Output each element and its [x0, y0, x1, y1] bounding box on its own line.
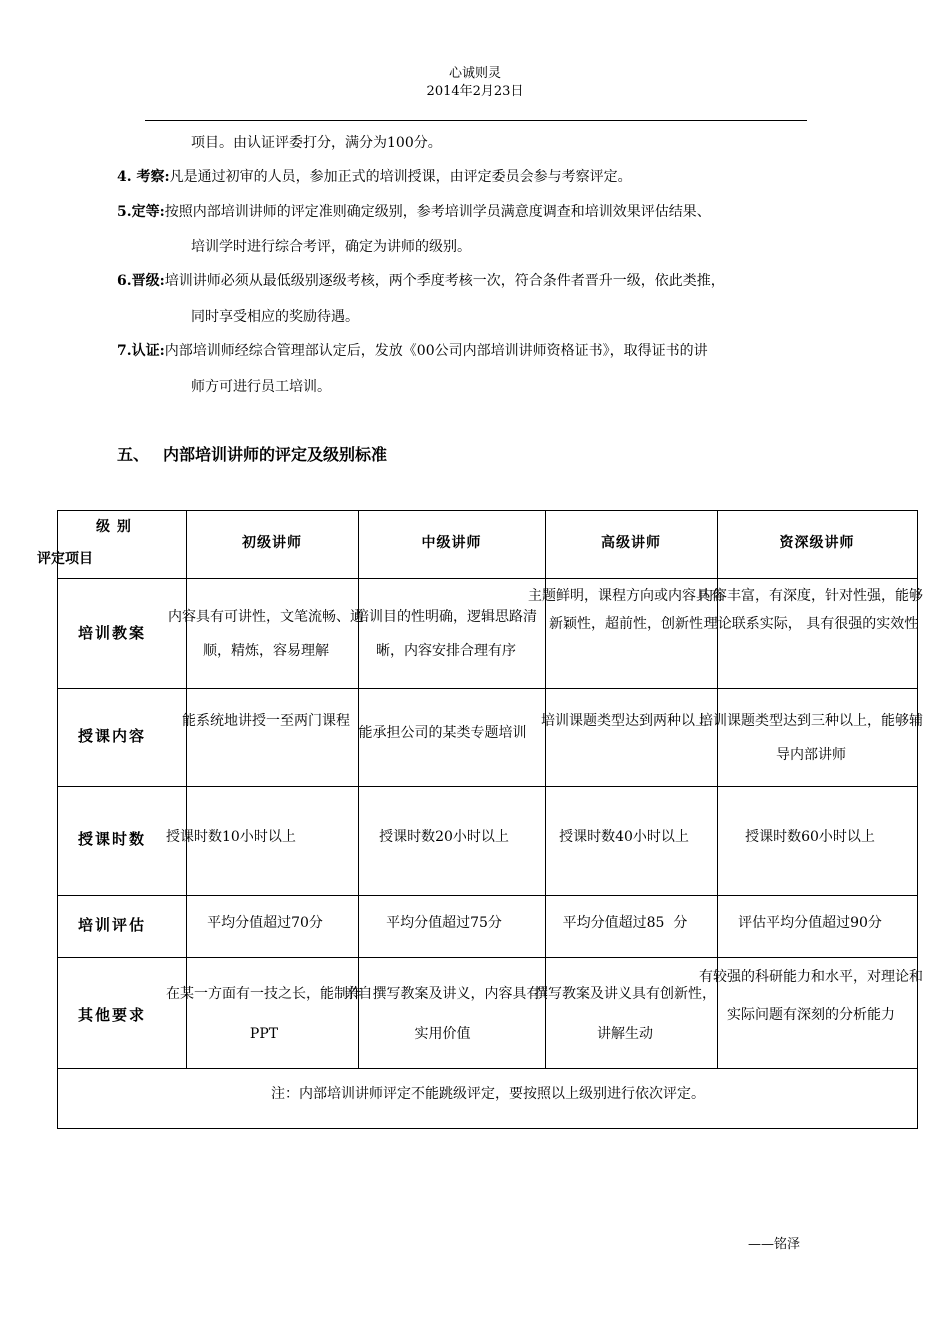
paragraph-body: 凡是通过初审的人员，参加正式的培训授课，由评定委员会参与考察评定。 [169, 169, 632, 185]
section-title [117, 445, 387, 465]
paragraph-body: 按照内部培训讲师的评定准则确定级别，参考培训学员满意度调查和培训效果评估结果、 [164, 204, 711, 220]
table-cell: 授课时数10小时以上 [166, 829, 296, 845]
table-rule [57, 510, 58, 1128]
paragraph-label: 4. 考察: [117, 169, 170, 185]
section-number: 五、 [117, 445, 150, 464]
level-header-intermediate: 中级讲师 [421, 535, 482, 551]
table-cell: 有较强的科研能力和水平，对理论和实际问题有深刻的分析能力 [699, 969, 923, 1023]
corner-level-label: 级 别 [96, 519, 132, 535]
table-rule [57, 1128, 918, 1129]
header-rule [145, 120, 807, 121]
paragraph-certification-cont: 师方可进行员工培训。 [191, 379, 331, 395]
level-header-expert: 资深级讲师 [779, 535, 855, 551]
table-cell: 平均分值超过70分 [207, 915, 323, 931]
paragraph-promotion [117, 272, 725, 290]
table-cell: 撰写教案及讲义具有创新性，讲解生动 [534, 986, 716, 1042]
row-header-other: 其他要求 [78, 1006, 147, 1024]
paragraph-grading-cont: 培训学时进行综合考评，确定为讲师的级别。 [191, 239, 471, 255]
table-cell: 亲自撰写教案及讲义，内容具有实用价值 [344, 986, 541, 1042]
table-cell: 平均分值超过75分 [386, 915, 502, 931]
level-header-junior: 初级讲师 [242, 535, 302, 551]
table-cell: 授课时数20小时以上 [379, 829, 509, 845]
table-cell: 能系统地讲授一至两门课程 [182, 713, 350, 729]
paragraph-body: 培训讲师必须从最低级别逐级考核，两个季度考核一次，符合条件者晋升一级，依此类推， [164, 273, 725, 289]
paragraph-inspection [117, 168, 632, 186]
table-cell: 培训目的性明确，逻辑思路清晰，内容安排合理有序 [355, 609, 537, 659]
row-header-hours: 授课时数 [78, 830, 147, 848]
table-cell: 在某一方面有一技之长，能制作PPT [166, 986, 362, 1042]
signature: ——铭泽 [748, 1237, 801, 1252]
header-date: 2014年2月23日 [426, 84, 524, 99]
row-header-evaluation: 培训评估 [78, 916, 147, 934]
level-header-senior: 高级讲师 [601, 535, 661, 551]
paragraph-body: 内部培训师经综合管理部认定后，发放《00公司内部培训讲师资格证书》，取得证书的讲 [164, 343, 708, 359]
row-header-content: 授课内容 [78, 727, 147, 745]
table-cell: 平均分值超过85 分 [562, 915, 688, 931]
paragraph-continuation: 项目。由认证评委打分，满分为100分。 [191, 135, 442, 151]
paragraph-label: 7.认证: [117, 343, 165, 359]
table-cell: 主题鲜明，课程方向或内容具有新颖性，超前性，创新性 [528, 588, 724, 632]
table-cell: 内容具有可讲性，文笔流畅、通顺，精炼，容易理解 [168, 609, 364, 659]
table-cell: 能承担公司的某类专题培训 [358, 725, 527, 741]
paragraph-certification [117, 342, 708, 360]
paragraph-grading [117, 203, 711, 221]
table-cell: 内容丰富，有深度，针对性强，能够理论联系实际， 具有很强的实效性 [699, 588, 923, 632]
table-cell: 培训课题类型达到三种以上，能够辅导内部讲师 [699, 713, 923, 763]
row-header-lesson-plan: 培训教案 [78, 624, 147, 642]
paragraph-label: 5.定等: [117, 204, 165, 220]
paragraph-promotion-cont: 同时享受相应的奖励待遇。 [191, 309, 359, 325]
table-rule [57, 1068, 918, 1069]
paragraph-label: 6.晋级: [117, 273, 165, 289]
corner-item-label: 评定项目 [37, 551, 93, 567]
table-cell: 授课时数40小时以上 [559, 829, 689, 845]
header-motto: 心诚则灵 [448, 66, 501, 81]
table-cell: 授课时数60小时以上 [745, 829, 875, 845]
table-cell: 评估平均分值超过90分 [738, 915, 882, 931]
table-note: 注：内部培训讲师评定不能跳级评定，要按照以上级别进行依次评定。 [271, 1086, 705, 1102]
section-heading: 内部培训讲师的评定及级别标准 [163, 445, 388, 464]
table-cell: 培训课题类型达到两种以上 [541, 713, 709, 729]
